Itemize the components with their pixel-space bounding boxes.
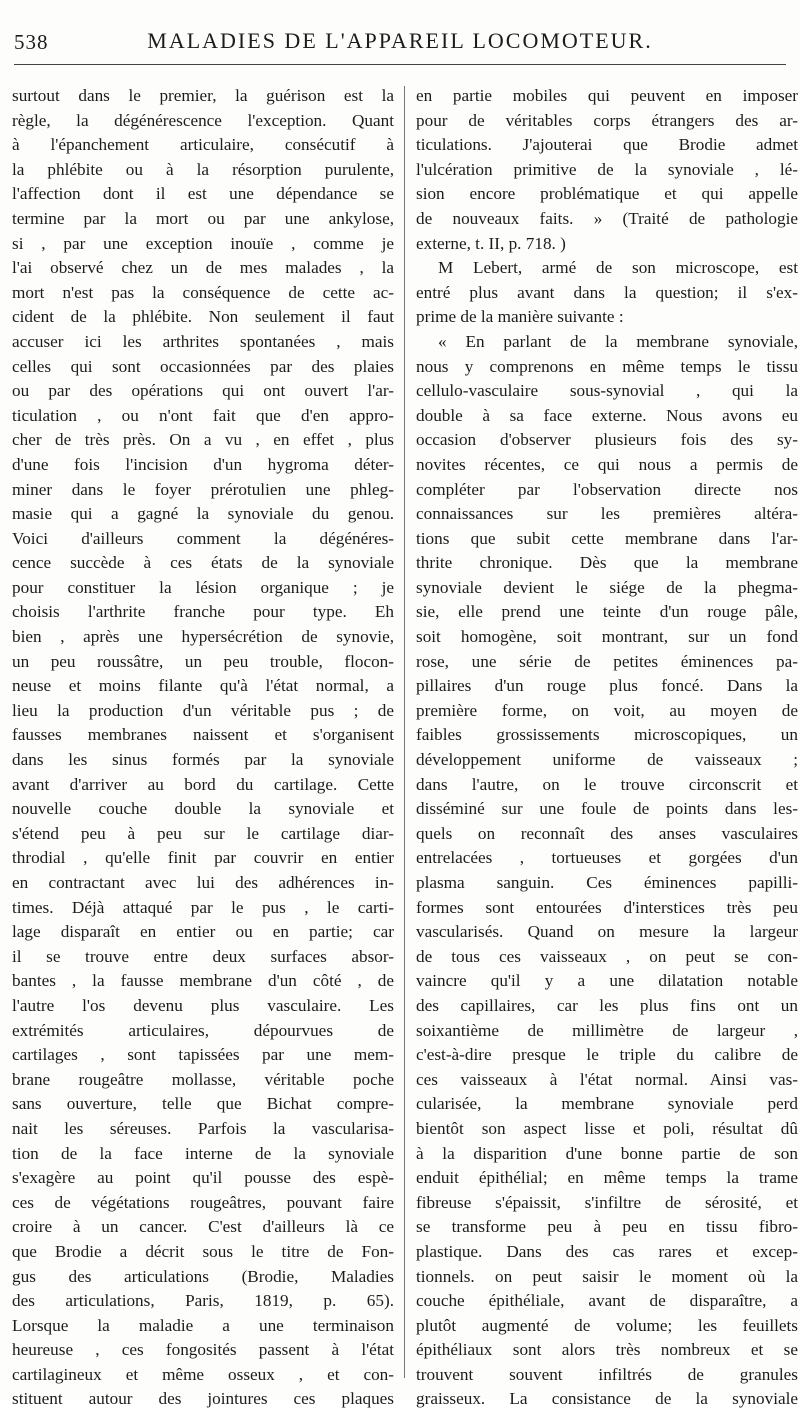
text-line: pour constituer la lésion organique ; je <box>12 577 394 597</box>
text-line: quels on reconnaît des anses vasculaires <box>416 823 798 843</box>
left-text-column <box>12 84 394 1412</box>
text-line: sion encore problématique et qui appelle <box>416 184 798 204</box>
text-line: externe, t. II, p. 718. ) <box>416 233 566 253</box>
text-line: miner dans le foyer prérotulien une phleg- <box>12 479 394 499</box>
page-number: 538 <box>14 30 49 54</box>
text-line: stituent autour des jointures ces plaques <box>12 1389 394 1409</box>
text-line: soixantième de millimètre de largeur , <box>416 1020 798 1040</box>
text-line: soit homogène, soit montrant, sur un fond <box>416 627 798 647</box>
text-line: ces de végétations rougeâtres, pouvant faire <box>12 1192 394 1212</box>
text-line: des capillaires, car les plus fins ont un <box>416 995 798 1015</box>
text-line: plasma sanguin. Ces éminences papilli- <box>416 873 798 892</box>
text-line: bientôt son aspect lisse et poli, résultat dû <box>416 1118 798 1138</box>
page-header <box>14 24 786 64</box>
text-line: surtout dans le premier, la guérison est la <box>12 86 394 105</box>
text-line: ces vaisseaux à l'état normal. Ainsi vas- <box>416 1069 798 1089</box>
text-line: ticulation , ou n'ont fait que d'en appro- <box>12 405 394 425</box>
text-line: des articulations, Paris, 1819, p. 65). <box>12 1291 394 1311</box>
text-line: « En parlant de la membrane synoviale, <box>438 331 798 351</box>
text-line: termine par la mort ou par une ankylose, <box>12 208 394 228</box>
text-line: nait les séreuses. Parfois la vascularisa- <box>12 1118 394 1138</box>
text-line: graisseux. La consistance de la synoviale <box>416 1389 798 1409</box>
text-line: brane rougeâtre mollasse, véritable poche <box>12 1069 394 1089</box>
text-line: sans ouverture, telle que Bichat compre- <box>12 1094 394 1114</box>
text-line: couche épithéliale, avant de disparaître, a <box>416 1291 798 1311</box>
text-line: double à sa face externe. Nous avons eu <box>416 405 798 425</box>
text-line: de nouveaux faits. » (Traité de pathologie <box>416 208 798 228</box>
text-line: plastique. Dans des cas rares et excep- <box>416 1241 798 1261</box>
text-line: synoviale devient le siége de la phegma- <box>416 577 798 597</box>
text-line: masie qui a gagné la synoviale du genou. <box>12 504 394 524</box>
text-line: d'une fois l'incision d'un hygroma déter- <box>12 454 394 474</box>
text-line: si , par une exception inouïe , comme je <box>12 233 394 253</box>
text-line: throdial , qu'elle finit par couvrir en entier <box>12 848 394 868</box>
text-line: fausses membranes naissent et s'organisent <box>12 725 394 745</box>
header-rule <box>14 64 786 65</box>
text-line: heureuse , ces fongosités passent à l'état <box>12 1340 394 1360</box>
text-line: rose, une série de petites éminences pa- <box>416 651 798 671</box>
text-line: tionnels. on peut saisir le moment où la <box>416 1266 798 1286</box>
text-line: nous y comprenons en même temps le tissu <box>416 356 798 376</box>
text-line: extrémités articulaires, dépourvues de <box>12 1020 394 1040</box>
text-line: formes sont entourées d'interstices très peu <box>416 897 798 917</box>
text-line: tion de la face interne de la synoviale <box>12 1143 394 1163</box>
text-line: un peu roussâtre, un peu trouble, flocon- <box>12 651 394 671</box>
text-line: première forme, on voit, au moyen de <box>416 700 798 720</box>
text-line: bantes , la fausse membrane d'un côté , de <box>12 971 394 991</box>
text-line: accuser ici les arthrites spontanées , mais <box>12 331 394 351</box>
text-line: que Brodie a décrit sous le titre de Fon- <box>12 1241 394 1261</box>
text-line: l'autre l'os devenu plus vasculaire. Les <box>12 995 394 1015</box>
text-line: lieu la production d'un véritable pus ; de <box>12 700 394 720</box>
text-line: fibreuse s'épaissit, s'infiltre de sérosité, et <box>416 1192 798 1212</box>
text-line: times. Déjà attaqué par le pus , le carti- <box>12 897 394 917</box>
text-line: s'exagère au point qu'il pousse des espè- <box>12 1168 394 1188</box>
text-line: entré plus avant dans la question; il s'ex- <box>416 282 798 302</box>
text-line: novites récentes, ce qui nous a permis de <box>416 454 798 474</box>
text-line: cartilagineux et même osseux , et con- <box>12 1364 394 1384</box>
text-line: s'étend peu à peu sur le cartilage diar- <box>12 823 394 843</box>
text-line: de tous ces vaisseaux , on peut se con- <box>416 946 798 966</box>
text-line: vascularisés. Quand on mesure la largeur <box>416 922 798 942</box>
text-line: développement uniforme de vaisseaux ; <box>416 750 798 770</box>
text-line: bien , après une hypersécrétion de synovie, <box>12 627 394 647</box>
text-line: ticulations. J'ajouterai que Brodie admet <box>416 135 798 155</box>
text-line: en partie mobiles qui peuvent en imposer <box>416 86 798 105</box>
text-line: mort n'est pas la conséquence de cette ac- <box>12 282 394 302</box>
text-line: sie, elle prend une teinte d'un rouge pâle, <box>416 602 798 622</box>
text-line: thrite chronique. Dès que la membrane <box>416 553 798 573</box>
text-line: occasion d'observer plusieurs fois des sy- <box>416 430 798 450</box>
text-line: pour de véritables corps étrangers des ar- <box>416 110 798 130</box>
text-line: dans l'autre, on le trouve circonscrit et <box>416 774 798 794</box>
text-line: connaissances sur les premières altéra- <box>416 504 798 524</box>
text-line: la phlébite ou à la résorption purulente, <box>12 159 394 179</box>
text-line: cellulo-vasculaire sous-synovial , qui la <box>416 381 798 401</box>
text-line: règle, la dégénérescence l'exception. Quant <box>12 110 394 130</box>
text-line: plutôt augmenté de volume; les feuillets <box>416 1315 798 1335</box>
text-line: disséminé sur une foule de points dans les- <box>416 799 798 819</box>
text-line: choisis l'arthrite franche pour type. Eh <box>12 602 394 622</box>
text-line: M Lebert, armé de son microscope, est <box>438 258 798 278</box>
text-line: il se trouve entre deux surfaces absor- <box>12 946 394 966</box>
text-line: c'est-à-dire presque le triple du calibre de <box>416 1045 798 1065</box>
text-line: l'ulcération primitive de la synoviale , lé- <box>416 159 798 179</box>
text-line: lage disparaît en entier ou en partie; car <box>12 922 394 942</box>
text-line: cident de la phlébite. Non seulement il faut <box>12 307 394 327</box>
text-line: avant d'arriver au bord du cartilage. Cette <box>12 774 394 794</box>
text-line: Voici d'ailleurs comment la dégénéres- <box>12 528 394 548</box>
text-line: à l'épanchement articulaire, consécutif à <box>12 135 394 155</box>
text-line: celles qui sont occasionnées par des plaies <box>12 356 394 376</box>
text-line: entrelacées , tortueuses et gorgées d'un <box>416 848 798 868</box>
text-line: cence succède à ces états de la synoviale <box>12 553 394 573</box>
text-line: l'ai observé chez un de mes malades , la <box>12 258 394 278</box>
text-line: épithéliaux sont alors très nombreux et se <box>416 1340 798 1360</box>
column-divider <box>404 86 405 1378</box>
text-line: cher de très près. On a vu , en effet , plus <box>12 430 394 450</box>
text-line: compléter par l'observation directe nos <box>416 479 798 499</box>
text-line: en contractant avec lui des adhérences in- <box>12 873 394 892</box>
text-line: tions que subit cette membrane dans l'ar- <box>416 528 798 548</box>
text-line: se transforme peu à peu en tissu fibro- <box>416 1217 798 1237</box>
text-line: croire à un cancer. C'est d'ailleurs là ce <box>12 1217 394 1237</box>
text-line: neuse et moins filante qu'à l'état normal, a <box>12 676 394 696</box>
text-line: nouvelle couche double la synoviale et <box>12 799 394 819</box>
text-line: pillaires d'un rouge plus foncé. Dans la <box>416 676 798 696</box>
text-line: dans les sinus formés par la synoviale <box>12 750 394 770</box>
running-title: MALADIES DE L'APPAREIL LOCOMOTEUR. <box>147 28 653 53</box>
right-text-column <box>416 84 798 1412</box>
text-line: trouvent souvent infiltrés de granules <box>416 1364 798 1384</box>
text-line: Lorsque la maladie a une terminaison <box>12 1315 394 1335</box>
text-line: gus des articulations (Brodie, Maladies <box>12 1266 394 1286</box>
text-line: cartilages , sont tapissées par une mem- <box>12 1045 394 1065</box>
text-line: enduit épithélial; en même temps la trame <box>416 1168 798 1188</box>
text-line: prime de la manière suivante : <box>416 307 624 327</box>
text-line: l'affection dont il est une dépendance se <box>12 184 394 204</box>
text-line: faibles grossissements microscopiques, un <box>416 725 798 745</box>
text-line: ou par des opérations qui ont ouvert l'ar- <box>12 381 394 401</box>
text-line: vaincre qu'il y a une dilatation notable <box>416 971 798 991</box>
text-line: cularisée, la membrane synoviale perd <box>416 1094 798 1114</box>
text-line: à la disparition d'une bonne partie de son <box>416 1143 798 1163</box>
